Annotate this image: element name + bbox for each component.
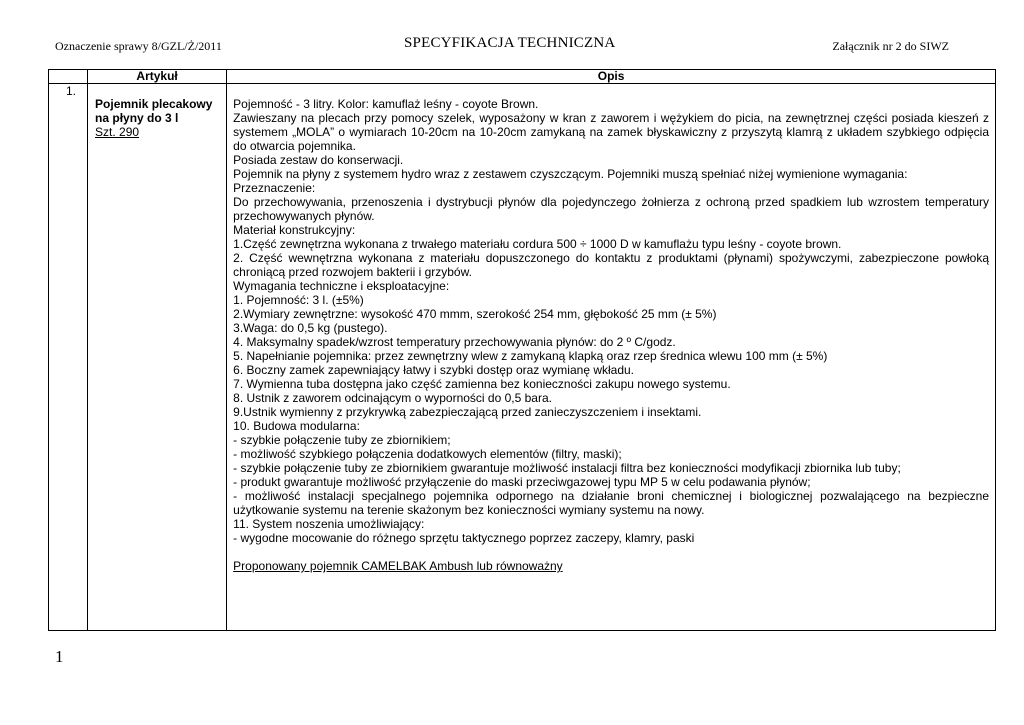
description-line: 5. Napełnianie pojemnika: przez zewnętrzny wlew z zamykaną klapką oraz rzep średnica wlewu 100 mm (± 5%)	[233, 349, 828, 363]
description-line: - możliwość instalacji specjalnego pojemnika odpornego na działanie broni chemicznej i biologicznej pozwalającego na bezpieczne użytkowanie systemu na terenie skażonym bez konieczności wymiany systemu na nowy.	[233, 489, 989, 517]
description-line: 2. Część wewnętrzna wykonana z materiału dopuszczonego do kontaktu z produktami (płynami) spożywczymi, zabezpieczone powłoką chroniącą przed rozwojem bakterii i grzybów.	[233, 251, 989, 279]
description-line: 3.Waga: do 0,5 kg (pustego).	[233, 321, 388, 335]
description-line: Pojemność - 3 litry. Kolor: kamuflaż leśny - coyote Brown.	[233, 97, 539, 111]
description-line: Pojemnik na płyny z systemem hydro wraz z zestawem czyszczącym. Pojemniki muszą spełniać niżej wymienione wymagania:	[233, 167, 908, 181]
description-line: 11. System noszenia umożliwiający:	[233, 517, 425, 531]
description-line: 4. Maksymalny spadek/wzrost temperatury przechowywania płynów: do 2 º C/godz.	[233, 335, 676, 349]
page-number: 1	[55, 647, 64, 666]
description-line: Materiał konstrukcyjny:	[233, 223, 356, 237]
case-reference: Oznaczenie sprawy 8/GZL/Ż/2011	[55, 39, 222, 53]
spacer	[233, 545, 989, 559]
row-number: 1.	[49, 84, 88, 631]
description-line: - wygodne mocowanie do różnego sprzętu taktycznego poprzez zaczepy, klamry, paski	[233, 531, 695, 545]
header-artykul: Artykuł	[88, 70, 227, 84]
table-header-row	[49, 70, 996, 84]
description-line: Wymagania techniczne i eksploatacyjne:	[233, 279, 450, 293]
header-number-cell	[49, 70, 88, 84]
description-line: Zawieszany na plecach przy pomocy szelek, wyposażony w kran z zaworem i wężykiem do picia, na zewnętrznej części posiada kieszeń z systemem „MOLA” o wymiarach 10-20cm na 10-20cm zamykaną na zamek błyskawiczny z przyszytą klamrą z układem szybkiego odpięcia do otwarcia pojemnika.	[233, 111, 989, 153]
description-line: 1.Część zewnętrzna wykonana z trwałego materiału cordura 500 ÷ 1000 D w kamuflażu typu leśny - coyote brown.	[233, 237, 842, 251]
article-cell	[88, 84, 227, 631]
specification-table	[48, 69, 996, 631]
attachment-label: Załącznik nr 2 do SIWZ	[832, 39, 949, 53]
description-line: 9.Ustnik wymienny z przykrywką zabezpieczającą przed zanieczyszczeniem i insektami.	[233, 405, 702, 419]
description-lines	[233, 97, 989, 545]
document-title: SPECYFIKACJA TECHNICZNA	[404, 35, 616, 51]
description-line: 7. Wymienna tuba dostępna jako część zamienna bez konieczności zakupu nowego systemu.	[233, 377, 731, 391]
proposed-product: Proponowany pojemnik CAMELBAK Ambush lub równoważny	[233, 559, 563, 573]
description-cell	[227, 84, 996, 631]
description-line: 6. Boczny zamek zapewniający łatwy i szybki dostęp oraz wymianę wkładu.	[233, 363, 635, 377]
description-line: - szybkie połączenie tuby ze zbiornikiem gwarantuje możliwość instalacji filtra bez konieczności modyfikacji zbiornika lub tuby;	[233, 461, 901, 475]
description-line: - możliwość szybkiego połączenia dodatkowych elementów (filtry, maski);	[233, 447, 622, 461]
description-line: 10. Budowa modularna:	[233, 419, 360, 433]
description-line: - szybkie połączenie tuby ze zbiornikiem;	[233, 433, 451, 447]
header-opis: Opis	[227, 70, 996, 84]
description-line: Do przechowywania, przenoszenia i dystrybucji płynów dla pojedynczego żołnierza z ochroną przed spadkiem lub wzrostem temperatury przechowywanych płynów.	[233, 195, 989, 223]
description-line: 8. Ustnik z zaworem odcinającym o wyporności do 0,5 bara.	[233, 391, 552, 405]
description-line: 1. Pojemność: 3 l. (±5%)	[233, 293, 364, 307]
description-line: Posiada zestaw do konserwacji.	[233, 153, 404, 167]
description-line: 2.Wymiary zewnętrzne: wysokość 470 mmm, szerokość 254 mm, głębokość 25 mm (± 5%)	[233, 307, 717, 321]
description-line: - produkt gwarantuje możliwość przyłączenie do maski przeciwgazowej typu MP 5 w celu podawania płynów;	[233, 475, 811, 489]
article-name: Pojemnik plecakowy na płyny do 3 l	[95, 97, 213, 125]
description-line: Przeznaczenie:	[233, 181, 316, 195]
article-quantity: Szt. 290	[95, 125, 140, 139]
table-row	[49, 84, 996, 631]
